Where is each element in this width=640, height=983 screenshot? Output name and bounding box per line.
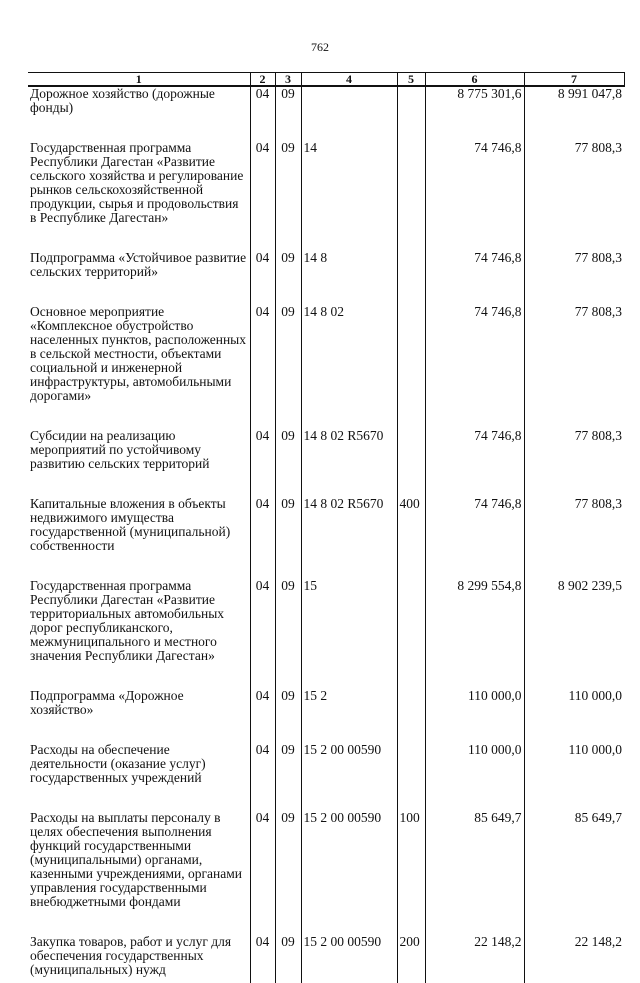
row-target-article: 14 8 02 [301, 305, 397, 429]
table-row [28, 689, 624, 743]
row-amount-year1: 8 299 554,8 [425, 579, 524, 689]
row-section: 04 [250, 743, 275, 811]
row-section: 04 [250, 579, 275, 689]
table-row [28, 141, 624, 251]
row-amount-year2: 85 649,7 [524, 811, 624, 935]
row-amount-year1: 110 000,0 [425, 743, 524, 811]
row-amount-year1: 74 746,8 [425, 251, 524, 305]
row-amount-year1: 110 000,0 [425, 689, 524, 743]
row-amount-year1: 22 148,2 [425, 935, 524, 983]
row-section: 04 [250, 811, 275, 935]
row-section: 04 [250, 689, 275, 743]
row-name: Основное мероприятие «Комплексное обустройство населенных пунктов, расположенных в сельской местности, объектами социальной и инженерной инфраструктуры, автомобильными дорогами» [30, 304, 247, 403]
table-row [28, 497, 624, 579]
row-amount-year1: 74 746,8 [425, 305, 524, 429]
row-subsection: 09 [275, 497, 301, 579]
row-expense-type: 200 [397, 935, 425, 983]
row-section: 04 [250, 141, 275, 251]
header-col-1: 1 [28, 73, 250, 87]
row-subsection: 09 [275, 811, 301, 935]
header-col-4: 4 [301, 73, 397, 87]
header-col-2: 2 [250, 73, 275, 87]
row-amount-year1: 8 775 301,6 [425, 86, 524, 141]
row-name: Государственная программа Республики Дагестан «Развитие территориальных автомобильных дорог республиканского, межмуниципального и местного значения Республики Дагестан» [30, 578, 225, 663]
row-target-article: 14 8 02 R5670 [301, 497, 397, 579]
row-amount-year2: 77 808,3 [524, 429, 624, 497]
row-amount-year1: 85 649,7 [425, 811, 524, 935]
row-name: Закупка товаров, работ и услуг для обеспечения государственных (муниципальных) нужд [30, 934, 232, 977]
table-row [28, 305, 624, 429]
row-subsection: 09 [275, 579, 301, 689]
row-amount-year2: 77 808,3 [524, 305, 624, 429]
budget-table [28, 72, 625, 983]
row-section: 04 [250, 251, 275, 305]
row-target-article: 14 8 02 R5670 [301, 429, 397, 497]
row-subsection: 09 [275, 141, 301, 251]
row-target-article: 15 [301, 579, 397, 689]
header-col-3: 3 [275, 73, 301, 87]
row-name: Дорожное хозяйство (дорожные фонды) [30, 86, 215, 115]
row-expense-type [397, 743, 425, 811]
row-name: Подпрограмма «Устойчивое развитие сельских территорий» [30, 250, 247, 279]
table-row [28, 86, 624, 141]
row-amount-year1: 74 746,8 [425, 141, 524, 251]
table-row [28, 743, 624, 811]
row-section: 04 [250, 86, 275, 141]
table-row [28, 429, 624, 497]
row-target-article: 15 2 [301, 689, 397, 743]
row-amount-year2: 8 991 047,8 [524, 86, 624, 141]
page-number: 762 [311, 40, 329, 54]
row-subsection: 09 [275, 305, 301, 429]
row-name: Государственная программа Республики Дагестан «Развитие сельского хозяйства и регулирование рынков сельскохозяйственной продукции, сырья и продовольствия в Республике Дагестан» [30, 140, 244, 225]
row-section: 04 [250, 305, 275, 429]
table-row [28, 811, 624, 935]
header-col-5: 5 [397, 73, 425, 87]
row-expense-type: 100 [397, 811, 425, 935]
row-target-article: 15 2 00 00590 [301, 811, 397, 935]
row-subsection: 09 [275, 251, 301, 305]
row-amount-year2: 110 000,0 [524, 689, 624, 743]
row-subsection: 09 [275, 429, 301, 497]
row-target-article: 14 8 [301, 251, 397, 305]
row-section: 04 [250, 935, 275, 983]
row-expense-type [397, 86, 425, 141]
row-amount-year2: 22 148,2 [524, 935, 624, 983]
row-target-article: 14 [301, 141, 397, 251]
row-target-article [301, 86, 397, 141]
table-row [28, 935, 624, 983]
row-subsection: 09 [275, 935, 301, 983]
row-expense-type [397, 141, 425, 251]
table-body [28, 86, 624, 983]
row-expense-type [397, 251, 425, 305]
row-amount-year1: 74 746,8 [425, 429, 524, 497]
row-section: 04 [250, 497, 275, 579]
row-amount-year2: 110 000,0 [524, 743, 624, 811]
row-subsection: 09 [275, 86, 301, 141]
row-subsection: 09 [275, 743, 301, 811]
row-target-article: 15 2 00 00590 [301, 743, 397, 811]
row-expense-type [397, 429, 425, 497]
row-amount-year2: 77 808,3 [524, 497, 624, 579]
row-expense-type [397, 689, 425, 743]
row-amount-year2: 77 808,3 [524, 141, 624, 251]
row-subsection: 09 [275, 689, 301, 743]
row-expense-type [397, 579, 425, 689]
row-name: Субсидии на реализацию мероприятий по устойчивому развитию сельских территорий [30, 428, 210, 471]
row-name: Расходы на выплаты персоналу в целях обеспечения выполнения функций государственными (муниципальными) органами, казенными учреждениями, органами управления государственными внебюджетными фондами [30, 810, 242, 909]
row-amount-year2: 8 902 239,5 [524, 579, 624, 689]
row-expense-type: 400 [397, 497, 425, 579]
row-target-article: 15 2 00 00590 [301, 935, 397, 983]
row-name: Капитальные вложения в объекты недвижимого имущества государственной (муниципальной) собственности [30, 496, 231, 553]
row-section: 04 [250, 429, 275, 497]
header-col-7: 7 [524, 73, 624, 87]
table-header [28, 73, 624, 87]
table-row [28, 579, 624, 689]
row-amount-year1: 74 746,8 [425, 497, 524, 579]
row-name: Расходы на обеспечение деятельности (оказание услуг) государственных учреждений [30, 742, 206, 785]
table-row [28, 251, 624, 305]
row-name: Подпрограмма «Дорожное хозяйство» [30, 688, 184, 717]
row-amount-year2: 77 808,3 [524, 251, 624, 305]
header-col-6: 6 [425, 73, 524, 87]
row-expense-type [397, 305, 425, 429]
